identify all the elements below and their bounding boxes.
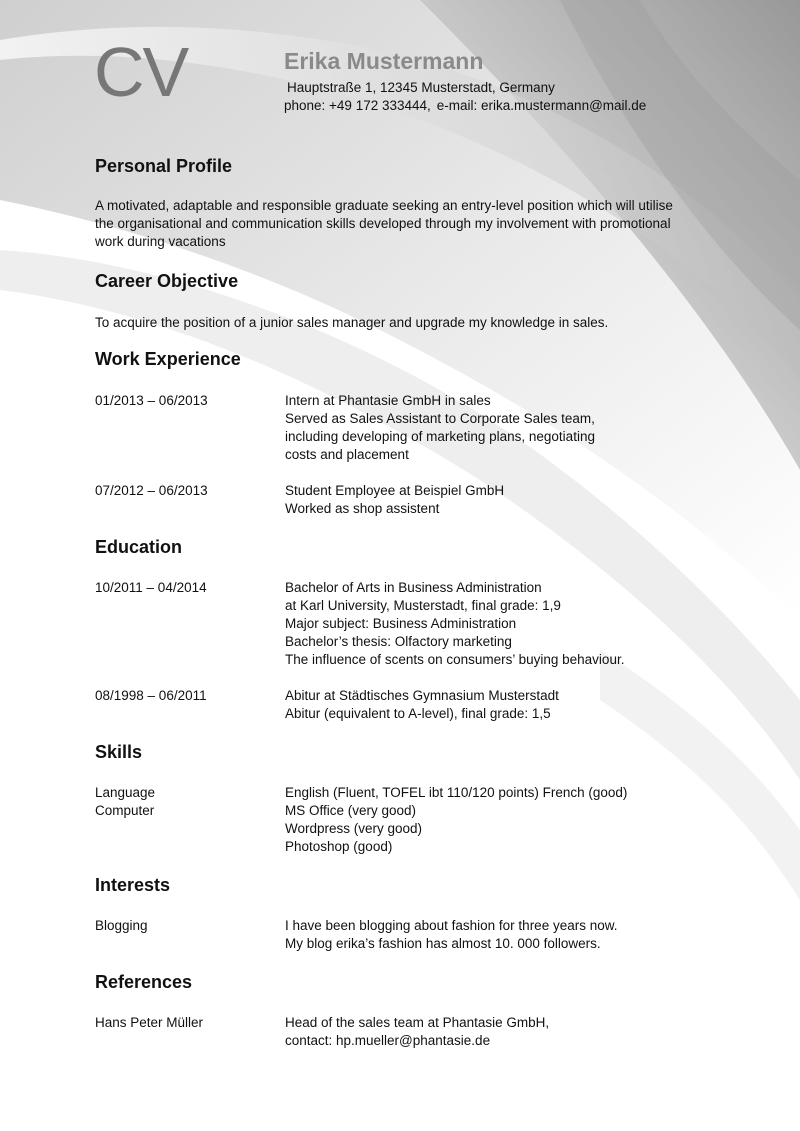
section-heading-work: Work Experience (95, 349, 241, 369)
entry-date: 07/2012 – 06/2013 (95, 483, 208, 498)
entry-line: Student Employee at Beispiel GmbH (285, 483, 505, 498)
entry-body (285, 687, 715, 723)
entry-date: 10/2011 – 04/2014 (95, 580, 207, 595)
reference-line: Head of the sales team at Phantasie GmbH, (285, 1015, 550, 1030)
entry-body (285, 482, 715, 518)
profile-text: A motivated, adaptable and responsible graduate seeking an entry-level position which will utilise the organisational and communication skills developed through my involvement with promotional work during vacations (95, 198, 673, 249)
entry-line: Served as Sales Assistant to Corporate Sales team, (285, 411, 595, 426)
skill-line: Photoshop (good) (285, 839, 393, 854)
entry-line: Abitur at Städtisches Gymnasium Musterstadt (285, 688, 559, 703)
entry-body (285, 579, 715, 669)
skill-line: MS Office (very good) (285, 803, 417, 818)
entry-line: The influence of scents on consumers’ buying behaviour. (285, 652, 625, 667)
skill-line: Wordpress (very good) (285, 821, 423, 836)
section-heading-objective: Career Objective (95, 271, 239, 291)
entry-line: Intern at Phantasie GmbH in sales (285, 393, 491, 408)
contact-line (284, 98, 652, 113)
entry-date: 01/2013 – 06/2013 (95, 393, 208, 408)
skill-label: Language (95, 785, 156, 800)
reference-contact[interactable]: contact: hp.mueller@phantasie.de (285, 1033, 491, 1048)
entry-line: costs and placement (285, 447, 409, 462)
section-heading-profile: Personal Profile (95, 156, 233, 176)
entry-date: 08/1998 – 06/2011 (95, 688, 207, 703)
section-heading-skills: Skills (95, 742, 143, 762)
entry-line: Major subject: Business Administration (285, 616, 517, 631)
skill-line: English (Fluent, TOFEL ibt 110/120 points) French (good) (285, 785, 628, 800)
email: e-mail: erika.mustermann@mail.de (436, 98, 647, 113)
skill-body (285, 802, 715, 856)
section-heading-references: References (95, 972, 193, 992)
phone: phone: +49 172 333444, (284, 98, 431, 113)
entry-line: Worked as shop assistent (285, 501, 440, 516)
entry-body (285, 392, 715, 464)
interest-label: Blogging (95, 918, 148, 933)
applicant-name: Erika Mustermann (284, 48, 484, 74)
entry-line: Bachelor’s thesis: Olfactory marketing (285, 634, 512, 649)
address: Hauptstraße 1, 12345 Musterstadt, Germany (287, 80, 555, 95)
reference-name: Hans Peter Müller (95, 1015, 204, 1030)
objective-text: To acquire the position of a junior sales manager and upgrade my knowledge in sales. (95, 315, 609, 330)
section-heading-interests: Interests (95, 875, 171, 895)
interest-body (285, 917, 715, 953)
cv-mark: CV (94, 33, 188, 111)
reference-body (285, 1014, 715, 1050)
entry-line: Bachelor of Arts in Business Administration (285, 580, 542, 595)
skill-label: Computer (95, 803, 155, 818)
interest-line: I have been blogging about fashion for three years now. (285, 918, 618, 933)
entry-line: Abitur (equivalent to A-level), final grade: 1,5 (285, 706, 551, 721)
section-heading-education: Education (95, 537, 183, 557)
entry-line: including developing of marketing plans, negotiating (285, 429, 595, 444)
interest-line: My blog erika’s fashion has almost 10. 000 followers. (285, 936, 601, 951)
entry-line: at Karl University, Musterstadt, final grade: 1,9 (285, 598, 561, 613)
skill-body (285, 784, 715, 802)
